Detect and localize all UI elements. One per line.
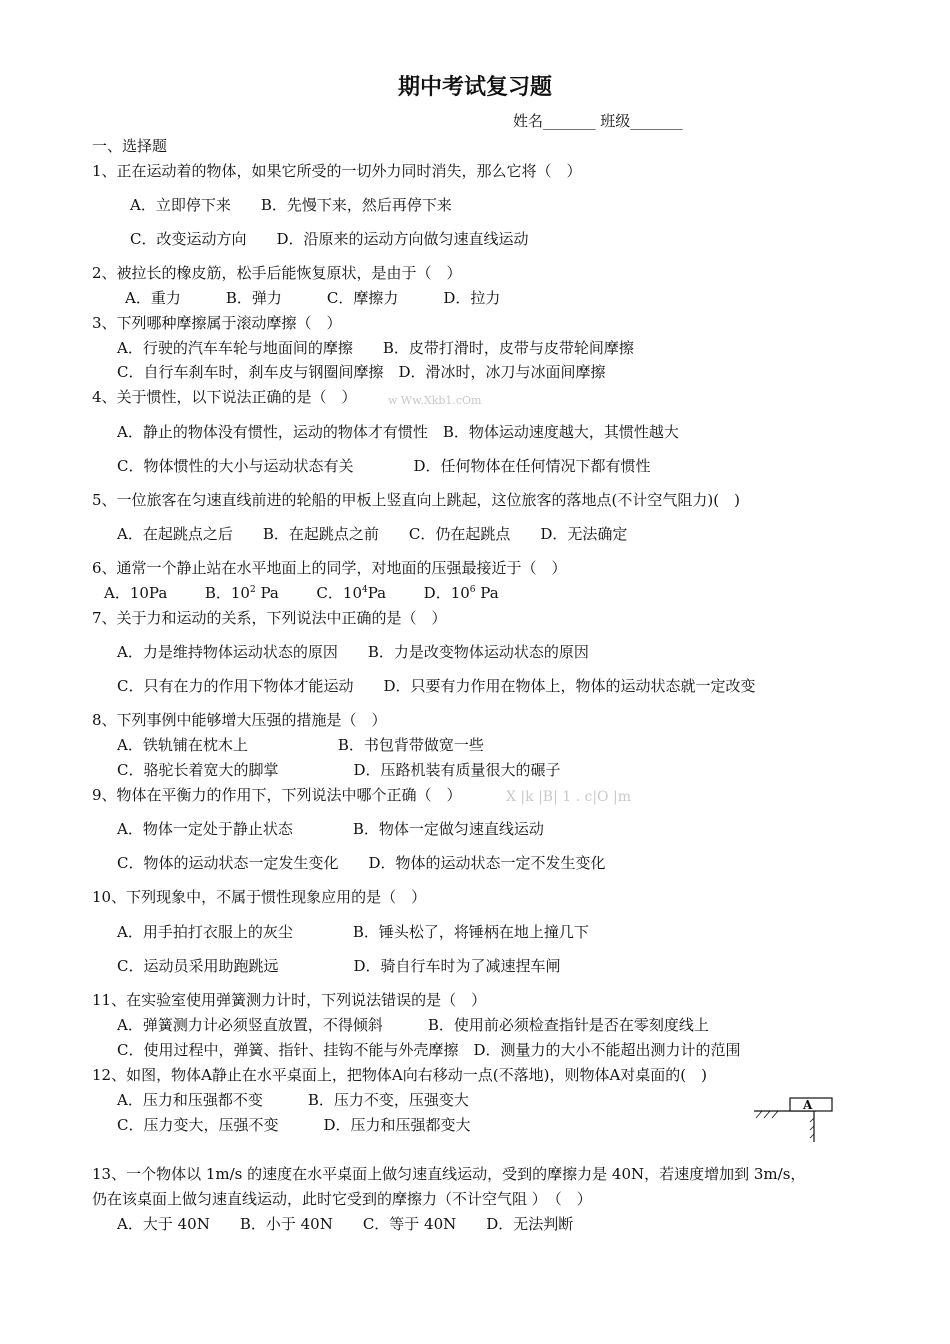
option-c-unit: Pa: [367, 584, 387, 602]
table-block-figure: [750, 1094, 836, 1144]
question-options: A．大于 40N B．小于 40N C．等于 40N D．无法判断: [117, 1215, 574, 1233]
option-c: C．10: [316, 584, 362, 602]
question-stem: 3、下列哪种摩擦属于滚动摩擦（ ）: [92, 314, 342, 332]
question-stem-continued: 仍在该桌面上做匀速直线运动，此时它受到的摩擦力（不计空气阻 ） （ ）: [92, 1190, 592, 1208]
question-options: A．在起跳点之后 B．在起跳点之前 C．仍在起跳点 D．无法确定: [117, 525, 628, 543]
question-options: C．使用过程中，弹簧、指针、挂钩不能与外壳摩擦 D．测量力的大小不能超出测力计的范围: [117, 1041, 741, 1059]
option-d-exponent: 6: [469, 585, 476, 595]
block-a-label: A: [803, 1098, 813, 1112]
question-options: C．骆驼长着宽大的脚掌 D．压路机装有质量很大的碾子: [117, 761, 561, 779]
question-options: C．自行车刹车时，刹车皮与钢圈间摩擦 D．滑冰时，冰刀与冰面间摩擦: [117, 363, 606, 381]
question-stem: 2、被拉长的橡皮筋，松手后能恢复原状，是由于（ ）: [92, 264, 462, 282]
question-options: A．弹簧测力计必须竖直放置，不得倾斜 B．使用前必须检查指针是否在零刻度线上: [117, 1016, 709, 1034]
question-options: A．铁轨铺在枕木上 B．书包背带做宽一些: [117, 736, 484, 754]
question-options: A．静止的物体没有惯性，运动的物体才有惯性 B．物体运动速度越大，其惯性越大: [117, 423, 679, 441]
question-stem: 7、关于力和运动的关系，下列说法中正确的是（ ）: [92, 609, 447, 627]
question-options: C．压力变大，压强不变 D．压力和压强都变大: [117, 1116, 471, 1134]
question-options: C．运动员采用助跑跳远 D．骑自行车时为了减速捏车闸: [117, 957, 561, 975]
question-options: A．行驶的汽车车轮与地面间的摩擦 B．皮带打滑时，皮带与皮带轮间摩擦: [117, 339, 634, 357]
option-b-exponent: 2: [249, 585, 256, 595]
question-stem: 5、一位旅客在匀速直线前进的轮船的甲板上竖直向上跳起，这位旅客的落地点(不计空气阻力)( ): [92, 491, 740, 509]
question-options: A．立即停下来 B．先慢下来，然后再停下来: [130, 196, 452, 214]
question-stem: 12、如图，物体A静止在水平桌面上，把物体A向右移动一点(不落地)，则物体A对桌面的( ): [92, 1066, 707, 1084]
name-class-fields: 姓名_______ 班级_______: [513, 112, 683, 130]
question-options: C．只有在力的作用下物体才能运动 D．只要有力作用在物体上，物体的运动状态就一定改变: [117, 677, 756, 695]
page-title: 期中考试复习题: [397, 75, 552, 100]
section-heading: 一、选择题: [92, 137, 168, 155]
question-stem: 13、一个物体以 1m/s 的速度在水平桌面上做匀速直线运动，受到的摩擦力是 40N，若速度增加到 3m/s，: [92, 1165, 806, 1183]
question-options: A．重力 B．弹力 C．摩擦力 D．拉力: [125, 289, 501, 307]
option-c-exponent: 4: [362, 585, 368, 595]
watermark: w Ww.Xkb1.cOm: [388, 394, 482, 407]
watermark: X |k |B| 1 . c|O |m: [506, 789, 631, 805]
option-a: A．10Pa: [104, 584, 168, 602]
question-options: A．物体一定处于静止状态 B．物体一定做匀速直线运动: [117, 820, 544, 838]
question-options: C．物体的运动状态一定发生变化 D．物体的运动状态一定不发生变化: [117, 854, 606, 872]
question-options: A．用手拍打衣服上的灰尘 B．锤头松了，将锤柄在地上撞几下: [117, 923, 589, 941]
question-stem: 6、通常一个静止站在水平地面上的同学，对地面的压强最接近于（ ）: [92, 559, 567, 577]
option-d: D．10: [423, 584, 470, 602]
question-options: A．力是维持物体运动状态的原因 B．力是改变物体运动状态的原因: [117, 643, 589, 661]
question-stem: 10、下列现象中，不属于惯性现象应用的是（ ）: [92, 888, 427, 906]
question-stem: 1、正在运动着的物体，如果它所受的一切外力同时消失，那么它将（ ）: [92, 162, 582, 180]
ground-hatch-marks: [756, 1111, 814, 1138]
option-d-unit: Pa: [475, 584, 499, 602]
question-options: A．压力和压强都不变 B．压力不变，压强变大: [117, 1091, 469, 1109]
question-options: C．改变运动方向 D．沿原来的运动方向做匀速直线运动: [130, 230, 529, 248]
question-stem: 11、在实验室使用弹簧测力计时，下列说法错误的是（ ）: [92, 991, 487, 1009]
question-stem: 9、物体在平衡力的作用下，下列说法中哪个正确（ ）: [92, 786, 462, 804]
option-b: B．10: [204, 584, 250, 602]
question-stem: 8、下列事例中能够增大压强的措施是（ ）: [92, 711, 387, 729]
question-options: C．物体惯性的大小与运动状态有关 D．任何物体在任何情况下都有惯性: [117, 457, 651, 475]
question-stem: 4、关于惯性，以下说法正确的是（ ）: [92, 388, 357, 406]
option-b-unit: Pa: [255, 584, 279, 602]
question-options: [104, 584, 499, 602]
